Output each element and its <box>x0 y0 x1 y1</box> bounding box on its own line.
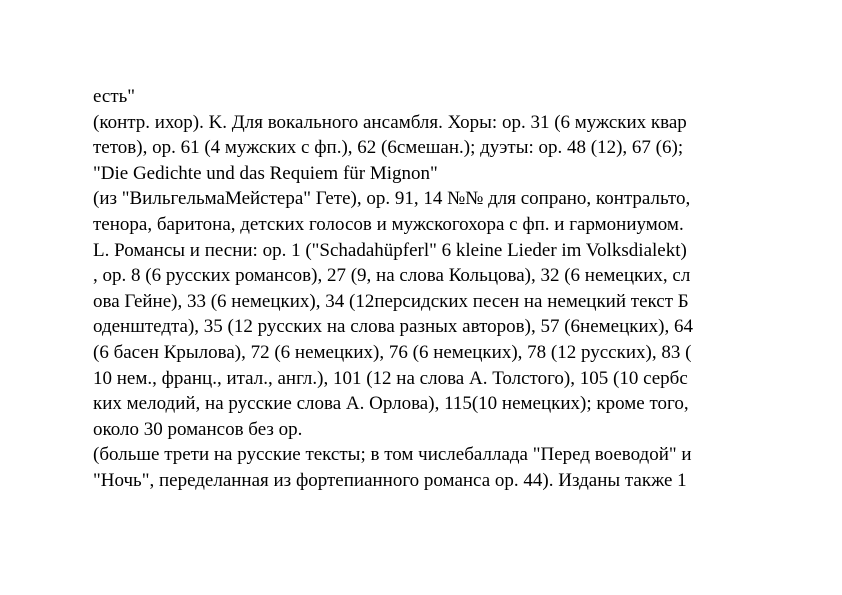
text-line-8: , ор. 8 (6 русских романсов), 27 (9, на слова Кольцова), 32 (6 немецких, сл <box>93 265 691 287</box>
text-line-6: тенора, баритона, детских голосов и мужскогохора с фп. и гармониумом. <box>93 213 684 235</box>
text-line-1: есть" <box>93 86 136 107</box>
text-line-15: (больше трети на русские тексты; в том числебаллада "Перед воеводой" и <box>93 444 692 466</box>
text-line-7: L. Романсы и песни: ор. 1 ("Schadahüpferl" 6 kleine Lieder im Volksdialekt) <box>93 239 687 261</box>
body-text <box>93 84 793 494</box>
text-line-16: "Ночь", переделанная из фортепианного романса ор. 44). Изданы также 1 <box>93 469 687 491</box>
text-line-11: (6 басен Крылова), 72 (6 немецких), 76 (6 немецких), 78 (12 русских), 83 ( <box>93 341 692 363</box>
text-line-13: ких мелодий, на русские слова А. Орлова), 115(10 немецких); кроме того, <box>93 393 689 415</box>
text-line-12: 10 нем., франц., итал., англ.), 101 (12 на слова А. Толстого), 105 (10 сербс <box>93 367 688 389</box>
text-line-14: около 30 романсов без ор. <box>93 418 303 440</box>
text-line-2: (контр. ихор). K. Для вокального ансамбля. Хоры: ор. 31 (6 мужских квар <box>93 111 687 133</box>
text-line-5: (из "ВильгельмаМейстера" Гете), ор. 91, 14 №№ для сопрано, контральто, <box>93 188 691 210</box>
text-line-4: "Die Gedichte und das Requiem für Mignon" <box>93 162 438 184</box>
text-line-10: оденштедта), 35 (12 русских на слова разных авторов), 57 (6немецких), 64 <box>93 316 693 338</box>
text-line-3: тетов), ор. 61 (4 мужских с фп.), 62 (6смешан.); дуэты: ор. 48 (12), 67 (6); <box>93 137 684 159</box>
text-line-9: ова Гейне), 33 (6 немецких), 34 (12персидских песен на немецкий текст Б <box>93 290 689 312</box>
